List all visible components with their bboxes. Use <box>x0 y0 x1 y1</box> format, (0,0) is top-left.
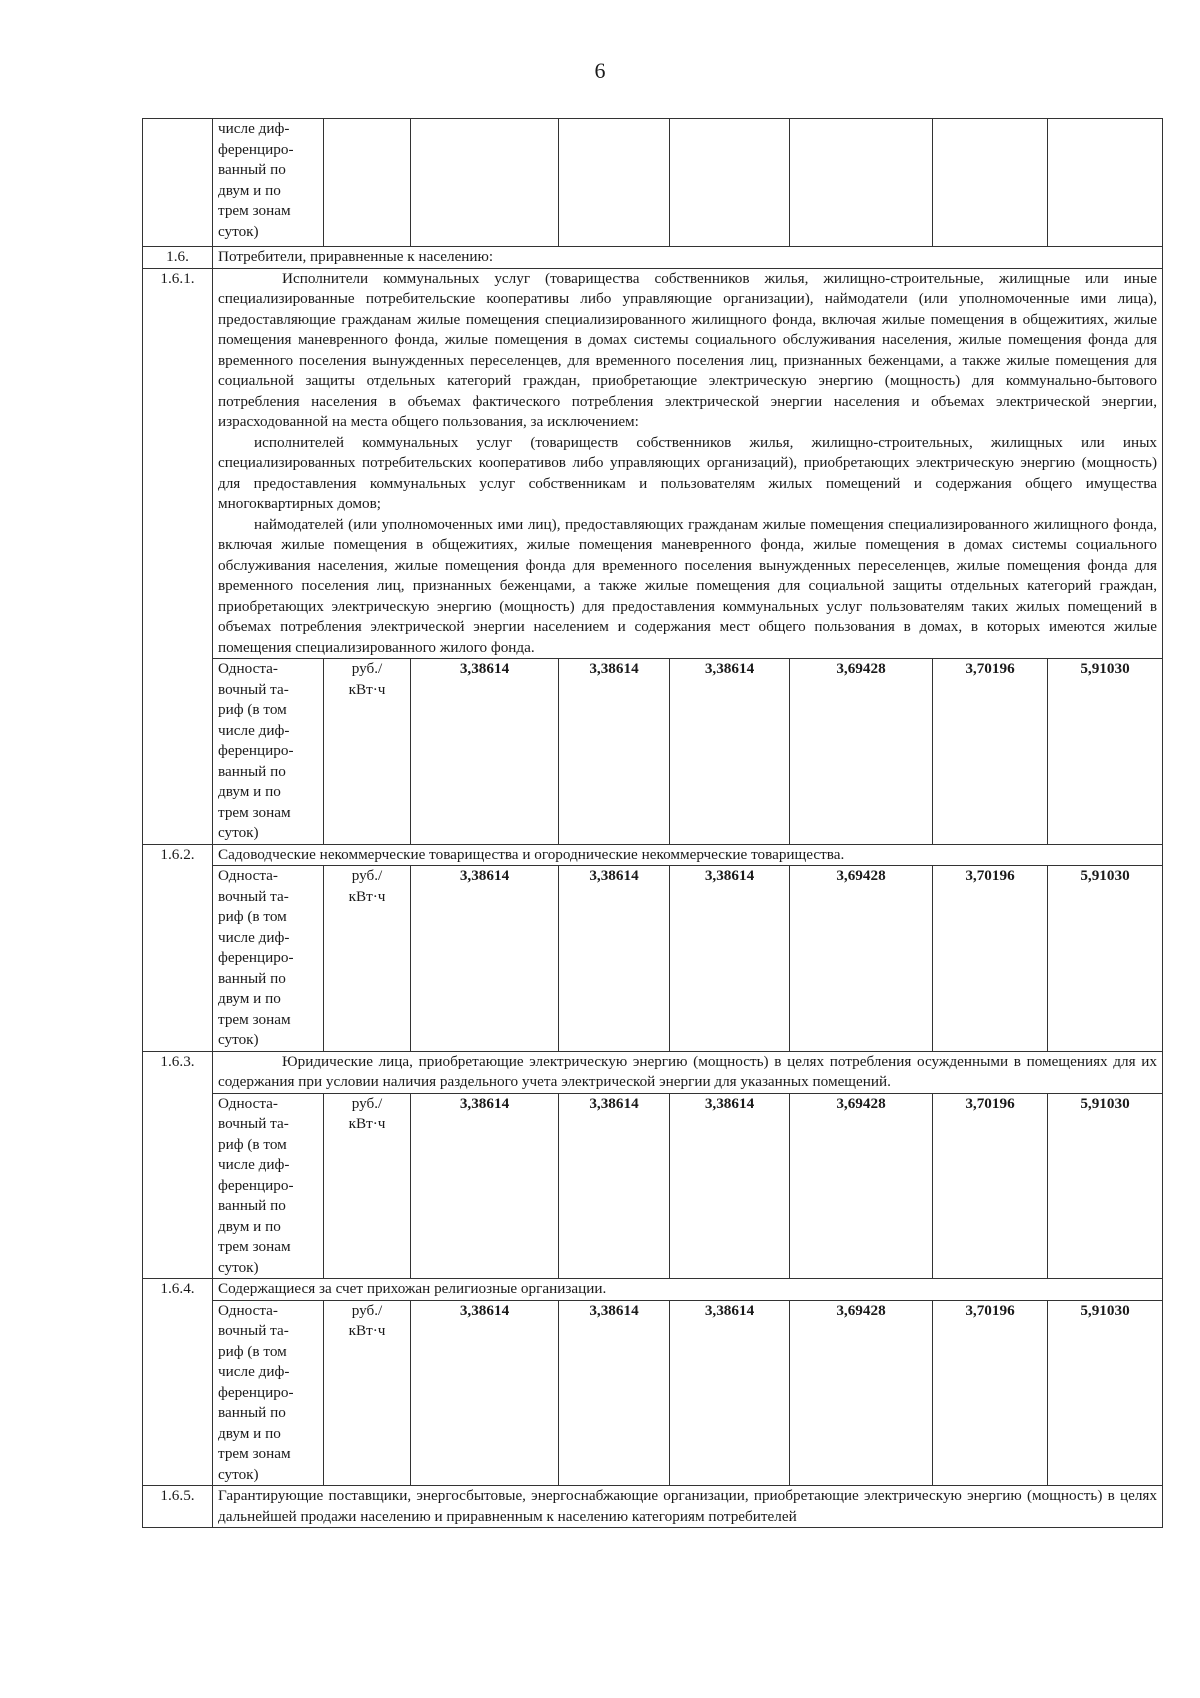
value-cell: 3,38614 <box>670 1300 790 1486</box>
value-cell: 3,38614 <box>411 866 559 1052</box>
tariff-row <box>143 1300 1163 1486</box>
value-cell: 3,69428 <box>790 1300 933 1486</box>
section-row <box>143 247 1163 269</box>
row-number: 1.6.3. <box>143 1051 213 1279</box>
tariff-row <box>143 866 1163 1052</box>
table-row <box>143 119 1163 247</box>
value-cell: 3,69428 <box>790 866 933 1052</box>
row-description: Садоводческие некоммерческие товарищества и огороднические некоммерческие товарищества. <box>213 844 1163 866</box>
row-number: 1.6.4. <box>143 1279 213 1486</box>
value-cell: 3,38614 <box>559 659 670 845</box>
value-cell <box>790 119 933 247</box>
row-number-cell <box>143 119 213 247</box>
tariff-row <box>143 659 1163 845</box>
value-cell: 3,38614 <box>411 659 559 845</box>
row-description: Содержащиеся за счет прихожан религиозные организации. <box>213 1279 1163 1301</box>
value-cell: 5,91030 <box>1048 659 1163 845</box>
row-number: 1.6.2. <box>143 844 213 1051</box>
row-number: 1.6. <box>143 247 213 269</box>
value-cell <box>670 119 790 247</box>
row-number: 1.6.1. <box>143 268 213 844</box>
section-title: Потребители, приравненные к населению: <box>213 247 1163 269</box>
row-description: Гарантирующие поставщики, энергосбытовые, энергоснабжающие организации, приобретающие электрическую энергию (мощность) в целях дальнейшей продажи населению и приравненным к населению категориям потребителей <box>213 1486 1163 1528</box>
value-cell: 3,70196 <box>933 1300 1048 1486</box>
page-number: 6 <box>594 58 606 83</box>
value-cell: 3,38614 <box>559 866 670 1052</box>
tariff-label-cell: Односта- вочный та- риф (в том числе диф- ференциро- ванный по двум и по трем зонам суток) <box>213 659 324 845</box>
description-row <box>143 268 1163 659</box>
tariff-table <box>142 118 1163 1528</box>
value-cell: 3,38614 <box>559 1300 670 1486</box>
unit-cell: руб./ кВт·ч <box>324 1300 411 1486</box>
value-cell <box>933 119 1048 247</box>
value-cell: 3,38614 <box>559 1093 670 1279</box>
value-cell: 3,38614 <box>670 866 790 1052</box>
value-cell: 5,91030 <box>1048 1093 1163 1279</box>
description-paragraph: наймодателей (или уполномоченных ими лиц), предоставляющих гражданам жилые помещения специализированного жилищного фонда, включая жилые помещения в общежитиях, жилые помещения маневренного фонда, жилые помещения в домах системы социального обслуживания населения, жилые помещения фонда для временного поселения вынужденных переселенцев, жилые помещения фонда для временного поселения лиц, признанных беженцами, а также жилые помещения для социальной защиты отдельных категорий граждан, приобретающих электрическую энергию (мощность) для предоставления коммунальных услуг пользователям таких жилых помещений в объемах потребления электрической энергии населением и содержания мест общего пользования в домах, в которых имеются жилые помещения специализированного жилого фонда. <box>218 515 1157 656</box>
value-cell: 3,70196 <box>933 1093 1048 1279</box>
unit-cell: руб./ кВт·ч <box>324 1093 411 1279</box>
description-paragraph: Юридические лица, приобретающие электрическую энергию (мощность) в целях потребления осужденными в помещениях для их содержания при условии наличия раздельного учета электрической энергии для указанных помещений. <box>218 1052 1157 1090</box>
value-cell: 3,38614 <box>670 1093 790 1279</box>
tariff-label-cell: Односта- вочный та- риф (в том числе диф- ференциро- ванный по двум и по трем зонам суток) <box>213 1093 324 1279</box>
tariff-label-cell: Односта- вочный та- риф (в том числе диф- ференциро- ванный по двум и по трем зонам суток) <box>213 866 324 1052</box>
value-cell: 5,91030 <box>1048 866 1163 1052</box>
row-number: 1.6.5. <box>143 1486 213 1528</box>
value-cell: 3,38614 <box>670 659 790 845</box>
unit-cell: руб./ кВт·ч <box>324 659 411 845</box>
value-cell: 3,69428 <box>790 1093 933 1279</box>
value-cell: 3,38614 <box>411 1300 559 1486</box>
description-paragraph: исполнителей коммунальных услуг (товариществ собственников жилья, жилищно-строительных, жилищных или иных специализированных потребительских кооперативов либо управляющих организаций), приобретающих электрическую энергию (мощность) для предоставления коммунальных услуг собственникам и пользователям жилых помещений и содержания общего имущества многоквартирных домов; <box>218 433 1157 512</box>
description-paragraph: Исполнители коммунальных услуг (товарищества собственников жилья, жилищно-строительные, жилищные или иные специализированные потребительские кооперативы либо управляющие организации), наймодатели (или уполномоченные ими лица), предоставляющие гражданам жилые помещения специализированного жилищного фонда, включая жилые помещения в общежитиях, жилые помещения маневренного фонда, жилые помещения в домах системы социального обслуживания населения, жилые помещения фонда для временного поселения вынужденных переселенцев, для временного поселения лиц, признанных беженцами, а также жилые помещения для социальной защиты отдельных категорий граждан, приобретающие электрическую энергию (мощность) для коммунально-бытового потребления населения в объемах фактического потребления электрической энергии населения и объемах электрической энергии, израсходованной на места общего пользования, за исключением: <box>218 269 1157 430</box>
value-cell <box>559 119 670 247</box>
value-cell: 3,70196 <box>933 866 1048 1052</box>
value-cell <box>411 119 559 247</box>
description-row <box>143 1486 1163 1528</box>
description-row <box>143 844 1163 866</box>
tariff-label-cell: числе диф- ференциро- ванный по двум и по трем зонам суток) <box>213 119 324 247</box>
tariff-label-cell: Односта- вочный та- риф (в том числе диф- ференциро- ванный по двум и по трем зонам суток) <box>213 1300 324 1486</box>
row-description <box>213 268 1163 659</box>
description-row <box>143 1279 1163 1301</box>
value-cell: 5,91030 <box>1048 1300 1163 1486</box>
tariff-row <box>143 1093 1163 1279</box>
row-description <box>213 1051 1163 1093</box>
value-cell: 3,69428 <box>790 659 933 845</box>
value-cell <box>1048 119 1163 247</box>
unit-cell: руб./ кВт·ч <box>324 866 411 1052</box>
description-row <box>143 1051 1163 1093</box>
value-cell: 3,38614 <box>411 1093 559 1279</box>
value-cell: 3,70196 <box>933 659 1048 845</box>
unit-cell <box>324 119 411 247</box>
